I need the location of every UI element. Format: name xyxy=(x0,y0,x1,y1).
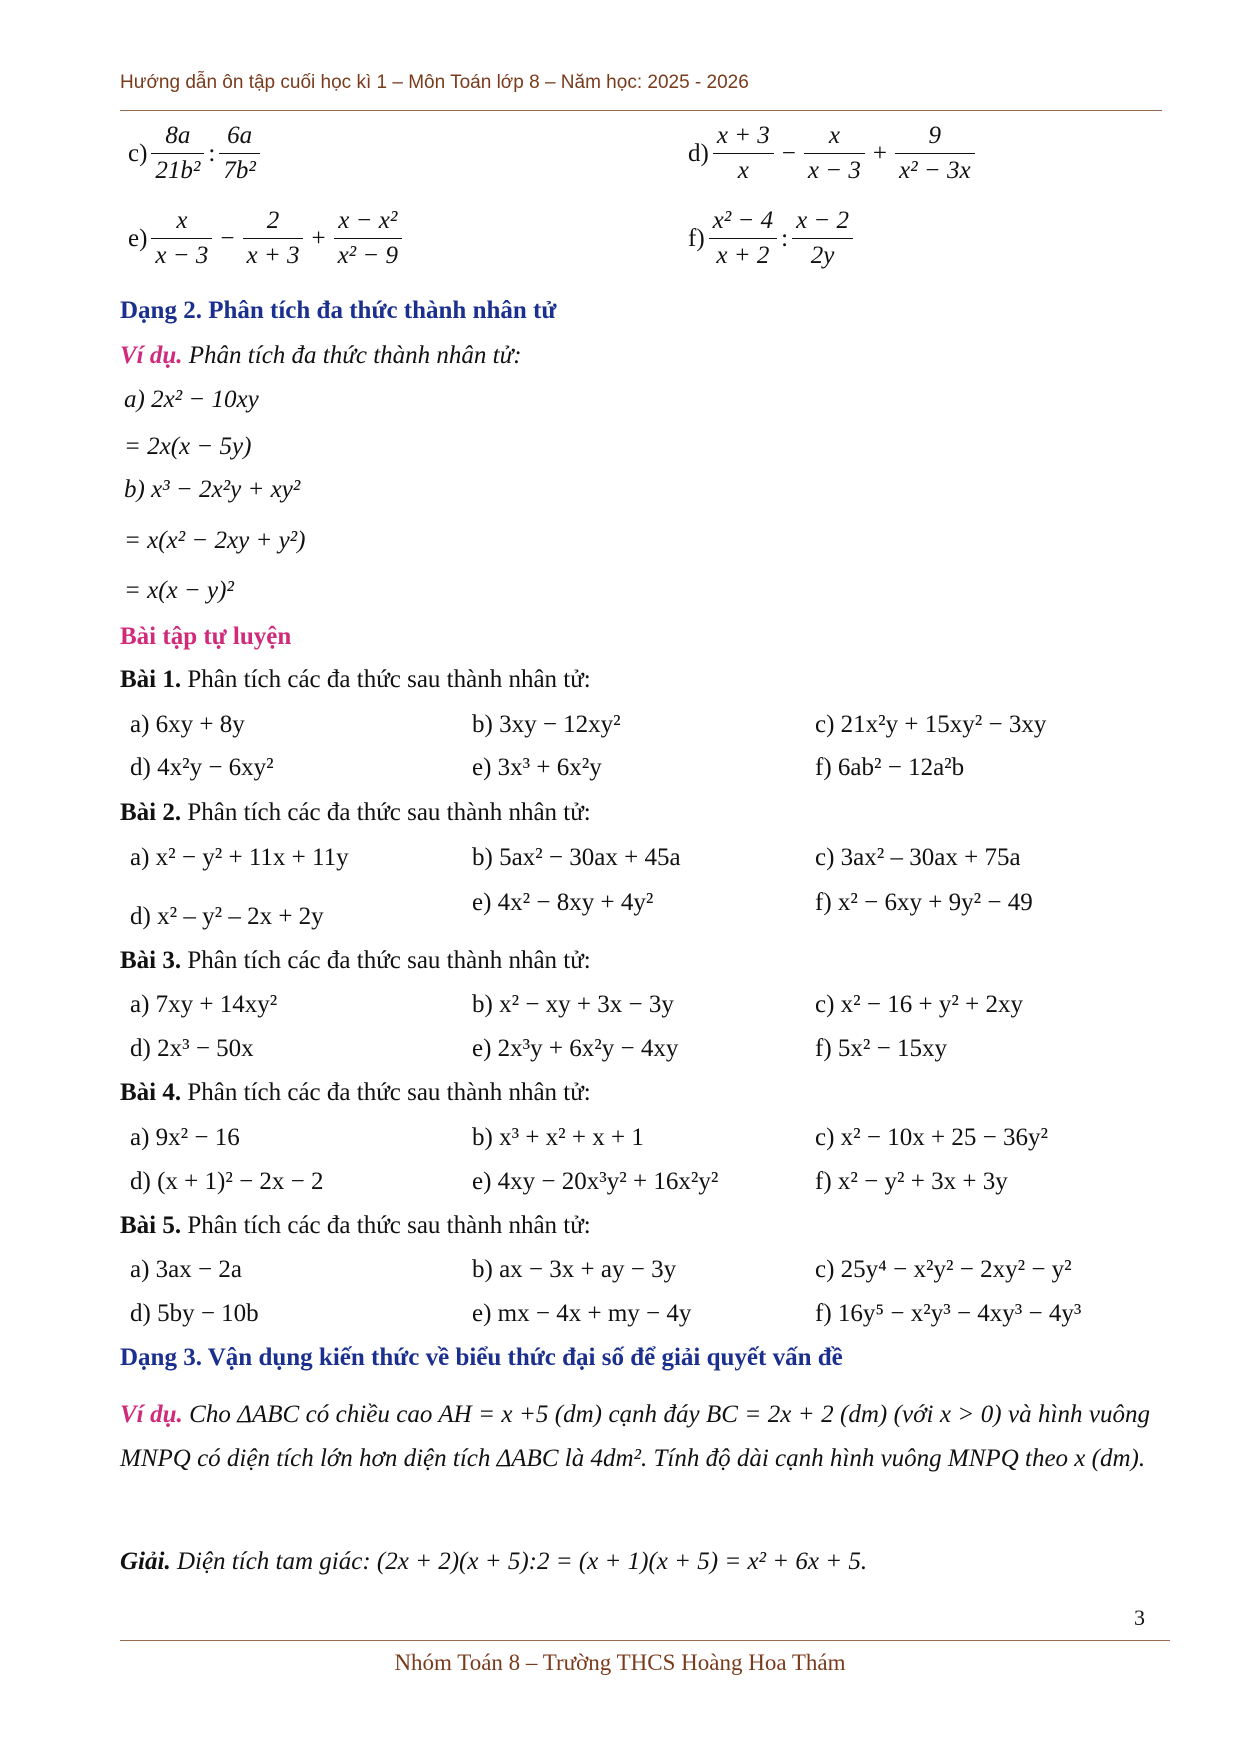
exercise-heading xyxy=(120,1211,591,1241)
exercise-item: c) 25y⁴ − x²y² − 2xy² − y² xyxy=(815,1256,1072,1283)
exercise-item: b) x³ + x² + x + 1 xyxy=(472,1124,644,1151)
exercise-item: b) x² − xy + 3x − 3y xyxy=(472,991,674,1018)
numerator: x xyxy=(804,122,865,154)
exercise-item: b) ax − 3x + ay − 3y xyxy=(472,1256,677,1283)
operator: + xyxy=(872,139,887,167)
exercise-label: Bài 1. xyxy=(120,666,182,693)
exercise-item: f) 6ab² − 12a²b xyxy=(815,754,965,781)
exercise-label: Bài 2. xyxy=(120,799,182,826)
page-number: 3 xyxy=(1134,1605,1145,1630)
example-paragraph xyxy=(120,1393,1150,1481)
exercise-item: a) x² − y² + 11x + 11y xyxy=(130,844,349,871)
item-label: d) xyxy=(688,139,709,167)
example-text: Cho ΔABC có chiều cao AH = x +5 (dm) cạnh đáy BC = 2x + 2 (dm) (với x > 0) và hình vuông MNPQ có diện tích lớn hơn diện tích ΔABC là 4dm². Tính độ dài cạnh hình vuông MNPQ theo x (dm). xyxy=(120,1401,1150,1472)
item-label: e) xyxy=(128,224,148,252)
exercise-item: e) mx − 4x + my − 4y xyxy=(472,1300,692,1327)
operator: − xyxy=(220,224,235,252)
exercise-instruction: Phân tích các đa thức sau thành nhân tử: xyxy=(181,1212,591,1239)
solution-text: Diện tích tam giác: xyxy=(170,1548,377,1575)
numerator: 8a xyxy=(151,122,204,154)
exercise-item: e) 3x³ + 6x²y xyxy=(472,754,602,781)
operator: : xyxy=(208,139,216,167)
exercise-item: d) 5by − 10b xyxy=(130,1300,259,1327)
exercise-heading xyxy=(120,1078,591,1108)
numerator: 2 xyxy=(243,207,304,239)
denominator: x² − 3x xyxy=(898,157,971,184)
exercise-item: c) 21x²y + 15xy² − 3xy xyxy=(815,711,1047,738)
exercise-item: d) 2x³ − 50x xyxy=(130,1035,254,1062)
example-line: = x(x − y)² xyxy=(124,577,234,604)
example-label: Ví dụ. xyxy=(120,1401,183,1428)
section-title-dang3: Dạng 3. Vận dụng kiến thức về biểu thức đại số để giải quyết vấn đề xyxy=(120,1344,843,1371)
exercise-d-fraction xyxy=(688,122,979,185)
exercise-instruction: Phân tích các đa thức sau thành nhân tử: xyxy=(181,799,591,826)
denominator: 2y xyxy=(810,242,835,269)
exercise-item: e) 4xy − 20x³y² + 16x²y² xyxy=(472,1168,719,1195)
example-line: = 2x(x − 5y) xyxy=(124,433,252,460)
exercise-item: c) 3ax² – 30ax + 75a xyxy=(815,844,1021,871)
exercise-item: b) 3xy − 12xy² xyxy=(472,711,621,738)
item-label: c) xyxy=(128,139,148,167)
exercise-item: a) 9x² − 16 xyxy=(130,1124,240,1151)
exercise-label: Bài 4. xyxy=(120,1079,182,1106)
page-footer: Nhóm Toán 8 – Trường THCS Hoàng Hoa Thám xyxy=(394,1650,846,1675)
exercise-item: f) x² − 6xy + 9y² − 49 xyxy=(815,889,1033,916)
exercise-item: d) x² – y² – 2x + 2y xyxy=(130,903,324,930)
item-label: f) xyxy=(688,224,705,252)
exercise-item: b) 5ax² − 30ax + 45a xyxy=(472,844,681,871)
exercise-item: a) 6xy + 8y xyxy=(130,711,245,738)
solution-formula: (2x + 2)(x + 5):2 = (x + 1)(x + 5) = x² + 6x + 5. xyxy=(376,1548,868,1575)
example-text: Phân tích đa thức thành nhân tử: xyxy=(182,342,522,369)
operator: : xyxy=(781,224,789,252)
numerator: x + 3 xyxy=(713,122,774,154)
denominator: x + 2 xyxy=(716,242,770,269)
exercise-instruction: Phân tích các đa thức sau thành nhân tử: xyxy=(181,947,591,974)
footer-rule xyxy=(120,1640,1170,1641)
exercise-e-fraction xyxy=(128,207,406,270)
header-rule xyxy=(120,110,1162,111)
exercise-item: d) 4x²y − 6xy² xyxy=(130,754,274,781)
exercise-f-fraction xyxy=(688,207,857,270)
numerator: x² − 4 xyxy=(709,207,777,239)
solution-line xyxy=(120,1547,867,1577)
example-intro xyxy=(120,341,522,371)
exercise-instruction: Phân tích các đa thức sau thành nhân tử: xyxy=(181,666,591,693)
numerator: 6a xyxy=(219,122,260,154)
operator: + xyxy=(311,224,326,252)
denominator: 7b² xyxy=(223,157,256,184)
solution-label: Giải. xyxy=(120,1548,171,1575)
exercise-heading xyxy=(120,946,591,976)
exercise-heading xyxy=(120,798,591,828)
numerator: 9 xyxy=(895,122,975,154)
exercise-item: a) 3ax − 2a xyxy=(130,1256,242,1283)
denominator: x xyxy=(737,157,749,184)
denominator: x − 3 xyxy=(155,242,209,269)
numerator: x − x² xyxy=(334,207,402,239)
numerator: x − 2 xyxy=(792,207,853,239)
operator: − xyxy=(781,139,796,167)
exercise-item: e) 2x³y + 6x²y − 4xy xyxy=(472,1035,679,1062)
exercise-item: e) 4x² − 8xy + 4y² xyxy=(472,889,654,916)
exercise-item: c) x² − 10x + 25 − 36y² xyxy=(815,1124,1048,1151)
exercise-item: d) (x + 1)² − 2x − 2 xyxy=(130,1168,324,1195)
exercise-instruction: Phân tích các đa thức sau thành nhân tử: xyxy=(181,1079,591,1106)
example-line: = x(x² − 2xy + y²) xyxy=(124,527,306,554)
section-title-dang2: Dạng 2. Phân tích đa thức thành nhân tử xyxy=(120,297,557,324)
exercise-item: a) 7xy + 14xy² xyxy=(130,991,278,1018)
exercise-item: f) 5x² − 15xy xyxy=(815,1035,947,1062)
example-line: a) 2x² − 10xy xyxy=(124,386,259,413)
example-label: Ví dụ. xyxy=(120,342,183,369)
exercise-c-fraction xyxy=(128,122,264,185)
denominator: x − 3 xyxy=(807,157,861,184)
example-line: b) x³ − 2x²y + xy² xyxy=(124,476,301,503)
exercise-item: f) 16y⁵ − x²y³ − 4xy³ − 4y³ xyxy=(815,1300,1082,1327)
numerator: x xyxy=(151,207,212,239)
exercise-label: Bài 5. xyxy=(120,1212,182,1239)
exercise-item: c) x² − 16 + y² + 2xy xyxy=(815,991,1023,1018)
denominator: 21b² xyxy=(155,157,201,184)
practice-title: Bài tập tự luyện xyxy=(120,623,292,650)
exercise-heading xyxy=(120,665,591,695)
exercise-item: f) x² − y² + 3x + 3y xyxy=(815,1168,1008,1195)
denominator: x² − 9 xyxy=(337,242,399,269)
denominator: x + 3 xyxy=(246,242,300,269)
page-header: Hướng dẫn ôn tập cuối học kì 1 – Môn Toán lớp 8 – Năm học: 2025 - 2026 xyxy=(120,72,749,93)
exercise-label: Bài 3. xyxy=(120,947,182,974)
